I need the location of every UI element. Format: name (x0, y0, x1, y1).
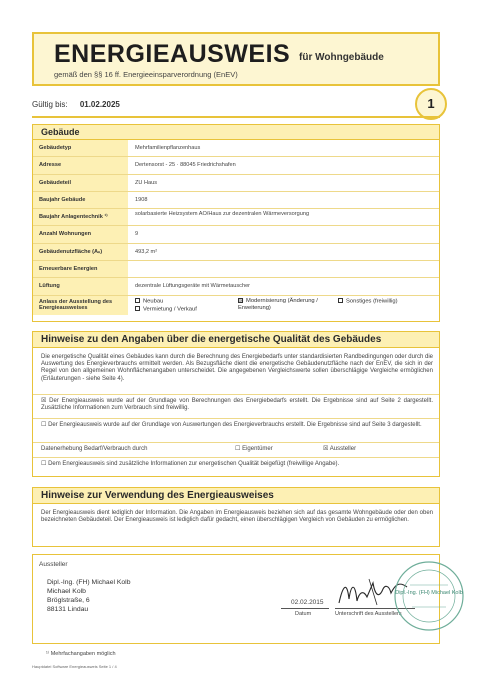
stamp-text: Dipl.-Ing. (FH) Michael Kolb (395, 590, 463, 596)
row-value: 9 (135, 231, 139, 238)
row-value: dezentrale Lüftungsgeräte mit Wärmetauscher (135, 283, 251, 290)
document-title: ENERGIEAUSWEIS (54, 40, 291, 68)
table-row (33, 278, 439, 295)
divider (33, 457, 439, 458)
page-number-badge: 1 (415, 88, 447, 120)
checked-box-icon: ☒ (41, 398, 47, 404)
reason-label: Anlass der Ausstellung des Energieausweises (33, 296, 128, 315)
verwendung-section (32, 487, 440, 547)
title-separator (32, 116, 440, 118)
checkbox-icon (135, 306, 140, 311)
checkbox-icon: ☐ (41, 461, 47, 467)
row-label: Lüftung (33, 278, 128, 294)
row-label: Gebäudetyp (33, 140, 128, 156)
footer-small: Hauptdatei Software Energieausweis Seite 1 / 4 (32, 664, 117, 669)
signature-label: Unterschrift des Ausstellers (335, 611, 402, 617)
table-row (33, 192, 439, 209)
checkbox-icon (135, 298, 140, 303)
option-neubau[interactable]: Neubau (135, 298, 163, 305)
table-row (33, 209, 439, 226)
footnote: ¹⁾ Mehrfachangaben möglich (46, 651, 116, 657)
row-label: Baujahr Anlagentechnik ¹⁾ (33, 209, 128, 225)
table-row (33, 226, 439, 243)
table-row (33, 261, 439, 278)
issuer-heading: Aussteller (39, 561, 68, 568)
table-row (33, 244, 439, 261)
table-row (33, 157, 439, 174)
row-value: Dertensorst - 25 · 88045 Friedrichshafen (135, 162, 236, 169)
divider (33, 394, 439, 395)
validity-date: 01.02.2025 (79, 100, 120, 109)
verwendung-text: Der Energieausweis dient lediglich der Information. Die Angaben im Energieausweis beziehen sich auf das gesamte Wohngebäude oder den oben bezeichneten Gebäudeteil. Der Energieausweis ist lediglich dafür gedacht, einen überschlägigen Vergleich von Gebäuden zu ermöglichen. (41, 510, 433, 524)
checkbox-icon: ☐ (41, 422, 47, 428)
divider (33, 418, 439, 419)
hinweise-heading: Hinweise zu den Angaben über die energetische Qualität des Gebäudes (33, 332, 439, 348)
reason-row (33, 296, 439, 315)
stamp-icon (392, 555, 466, 637)
validity (32, 100, 120, 109)
checked-box-icon: ☒ (239, 298, 244, 305)
datenerhebung-row (41, 446, 433, 453)
document-subtitle: für Wohngebäude (299, 52, 384, 63)
row-value: 1908 (135, 196, 148, 203)
date-label: Datum (295, 611, 312, 617)
hinweise-section (32, 331, 440, 477)
building-heading: Gebäude (33, 125, 439, 140)
hinweise-option-zusatz[interactable]: ☐ Dem Energieausweis sind zusätzliche Informationen zur energetischen Qualität beigefügt (freiwillige Angabe). (41, 461, 340, 467)
building-section (32, 124, 440, 322)
option-aussteller[interactable]: ☒ Aussteller (323, 446, 357, 452)
title-box (32, 32, 440, 86)
table-row (33, 175, 439, 192)
row-value: Mehrfamilienpflanzenhaus (135, 145, 201, 151)
row-label: Baujahr Gebäude (33, 192, 128, 208)
row-label: Gebäudeteil (33, 175, 128, 191)
table-row (33, 140, 439, 157)
row-label: Adresse (33, 157, 128, 173)
issue-date: 02.02.2015 (291, 599, 324, 606)
date-line (281, 608, 329, 609)
row-label: Anzahl Wohnungen (33, 226, 128, 242)
option-modernisierung[interactable]: ☒ Modernisierung (Änderung / Erweiterung) (238, 297, 318, 311)
option-sonstiges[interactable]: Sonstiges (freiwillig) (338, 298, 398, 305)
divider (33, 442, 439, 443)
validity-label: Gültig bis: (32, 100, 68, 109)
checkbox-icon (338, 298, 343, 303)
issuer-line: Bröglstraße, 6 (47, 597, 90, 604)
hinweise-intro: Die energetische Qualität eines Gebäudes kann durch die Berechnung des Energiebedarfs unter standardisierten Randbedingungen oder durch die Auswertung des Energieverbrauchs ermittelt werden. Als Bezugsfläche dient die energetische Gebäudenutzfläche nach der EnEV, die sich in der Regel von den allgemeinen Wohnflächenangaben unterscheidet. Die angegebenen Vergleichswerte sollen überschlägige Vergleiche ermöglichen (Erläuterungen - siehe Seite 4). (41, 354, 433, 382)
row-value: ZU Haus (135, 179, 158, 186)
row-value: 493,2 m² (135, 248, 158, 255)
issuer-line: Michael Kolb (47, 588, 86, 595)
option-vermietung[interactable]: Vermietung / Verkauf (135, 306, 197, 313)
datenerhebung-label: Datenerhebung Bedarf/Verbrauch durch (41, 446, 148, 452)
issuer-line: 88131 Lindau (47, 606, 89, 613)
row-value: solarbasierte Heizsystem AO/Haus zur dezentralen Wärmeversorgung (135, 211, 310, 218)
hinweise-option-bedarf[interactable]: ☒ Der Energieausweis wurde auf der Grundlage von Berechnungen des Energiebedarfs erstellt. Die Ergebnisse sind auf Seite 2 dargestellt. Zusätzliche Informationen zum Verbrauch sind freiwillig. (41, 398, 433, 412)
legal-basis: gemäß den §§ 16 ff. Energieeinsparverordnung (EnEV) (54, 70, 238, 79)
verwendung-heading: Hinweise zur Verwendung des Energieausweises (33, 488, 439, 504)
issuer-line: Dipl.-Ing. (FH) Michael Kolb (47, 579, 131, 586)
issuer-box (32, 554, 440, 644)
row-label: Erneuerbare Energien (33, 261, 128, 277)
row-label: Gebäudenutzfläche (Aₙ) (33, 244, 128, 260)
option-eigentuemer[interactable]: ☐ Eigentümer (235, 446, 273, 452)
hinweise-option-verbrauch[interactable]: ☐ Der Energieausweis wurde auf der Grundlage von Auswertungen des Energieverbrauchs erstellt. Die Ergebnisse sind auf Seite 3 dargestellt. (41, 422, 422, 428)
